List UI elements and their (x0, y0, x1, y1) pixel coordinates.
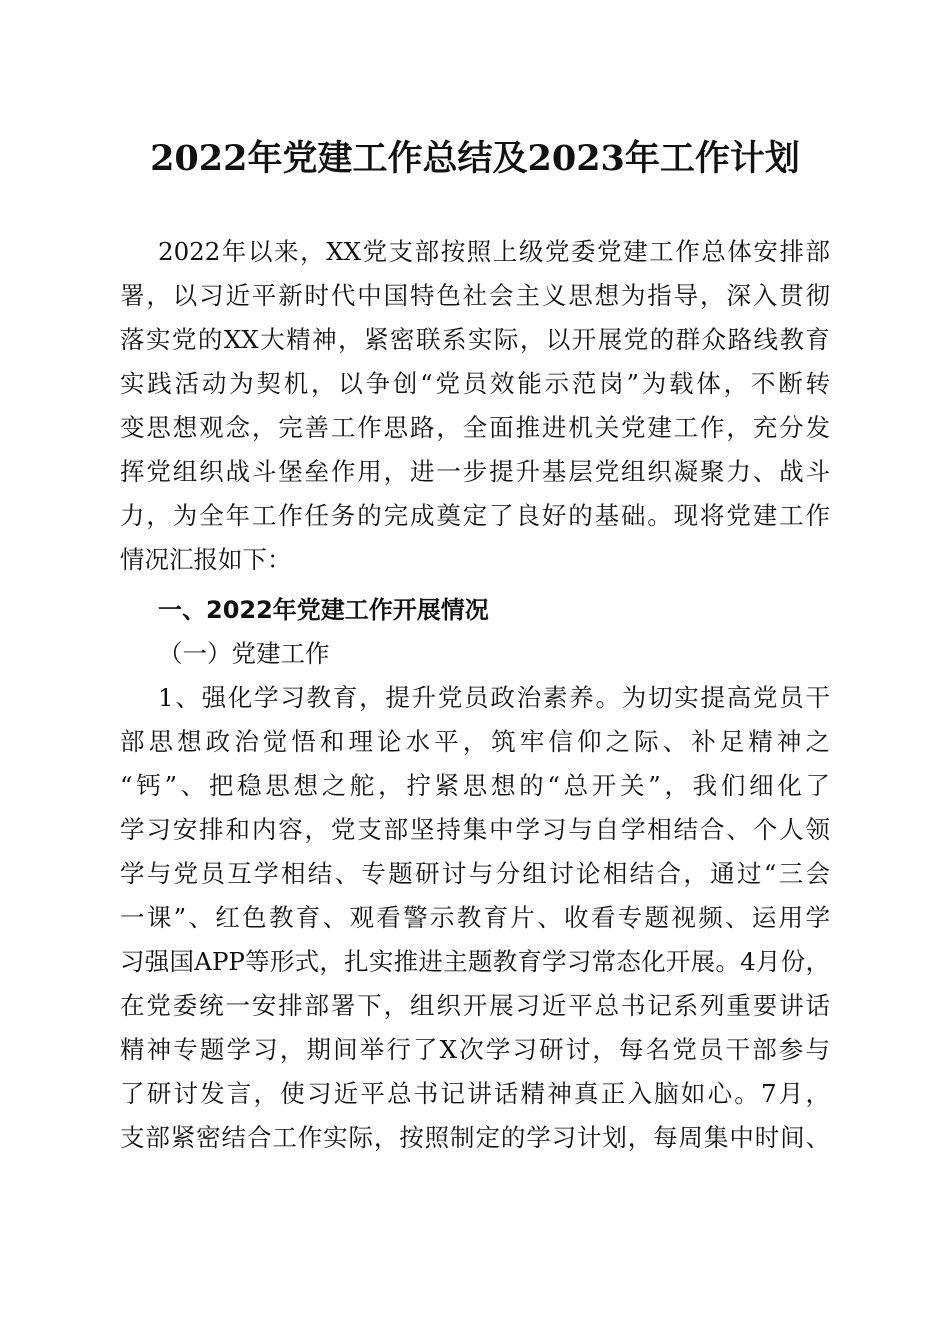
item1-line-4: 学习安排和内容，党支部坚持集中学习与自学相结合、个人领 (120, 815, 830, 844)
item1-line-3: “钙”、把稳思想之舵，拧紧思想的“总开关”，我们细化了 (120, 771, 830, 800)
item1-line-10: 了研讨发言，使习近平总书记讲话精神真正入脑如心。7月， (120, 1079, 830, 1108)
section-heading-1: 一、2022年党建工作开展情况 (158, 596, 489, 624)
item1-line-8: 在党委统一安排部署下，组织开展习近平总书记系列重要讲话 (120, 991, 830, 1020)
item1-line-2: 部思想政治觉悟和理论水平，筑牢信仰之际、补足精神之 (120, 727, 830, 756)
item1-line-5: 学与党员互学相结、专题研讨与分组讨论相结合，通过“三会 (120, 859, 830, 888)
intro-line-3: 落实党的XX大精神，紧密联系实际，以开展党的群众路线教育 (120, 325, 830, 354)
document-title: 2022年党建工作总结及2023年工作计划 (150, 138, 800, 179)
intro-line-8: 情况汇报如下： (120, 545, 292, 574)
item1-line-1: 1、强化学习教育，提升党员政治素养。为切实提高党员干 (158, 683, 830, 712)
item1-line-9: 精神专题学习，期间举行了X次学习研讨，每名党员干部参与 (120, 1035, 830, 1064)
subsection-heading-1: （一）党建工作 (158, 639, 330, 668)
intro-line-6: 挥党组织战斗堡垒作用，进一步提升基层党组织凝聚力、战斗 (120, 457, 830, 486)
intro-line-7: 力，为全年工作任务的完成奠定了良好的基础。现将党建工作 (120, 501, 830, 530)
item1-line-7: 习强国APP等形式，扎实推进主题教育学习常态化开展。4月份， (120, 947, 830, 976)
intro-line-5: 变思想观念，完善工作思路，全面推进机关党建工作，充分发 (120, 413, 830, 442)
intro-line-1: 2022年以来，XX党支部按照上级党委党建工作总体安排部 (158, 237, 830, 266)
intro-line-2: 署，以习近平新时代中国特色社会主义思想为指导，深入贯彻 (120, 281, 830, 310)
intro-line-4: 实践活动为契机，以争创“党员效能示范岗”为载体，不断转 (120, 369, 830, 398)
item1-line-6: 一课”、红色教育、观看警示教育片、收看专题视频、运用学 (120, 903, 830, 932)
item1-line-11: 支部紧密结合工作实际，按照制定的学习计划，每周集中时间、 (120, 1123, 830, 1152)
